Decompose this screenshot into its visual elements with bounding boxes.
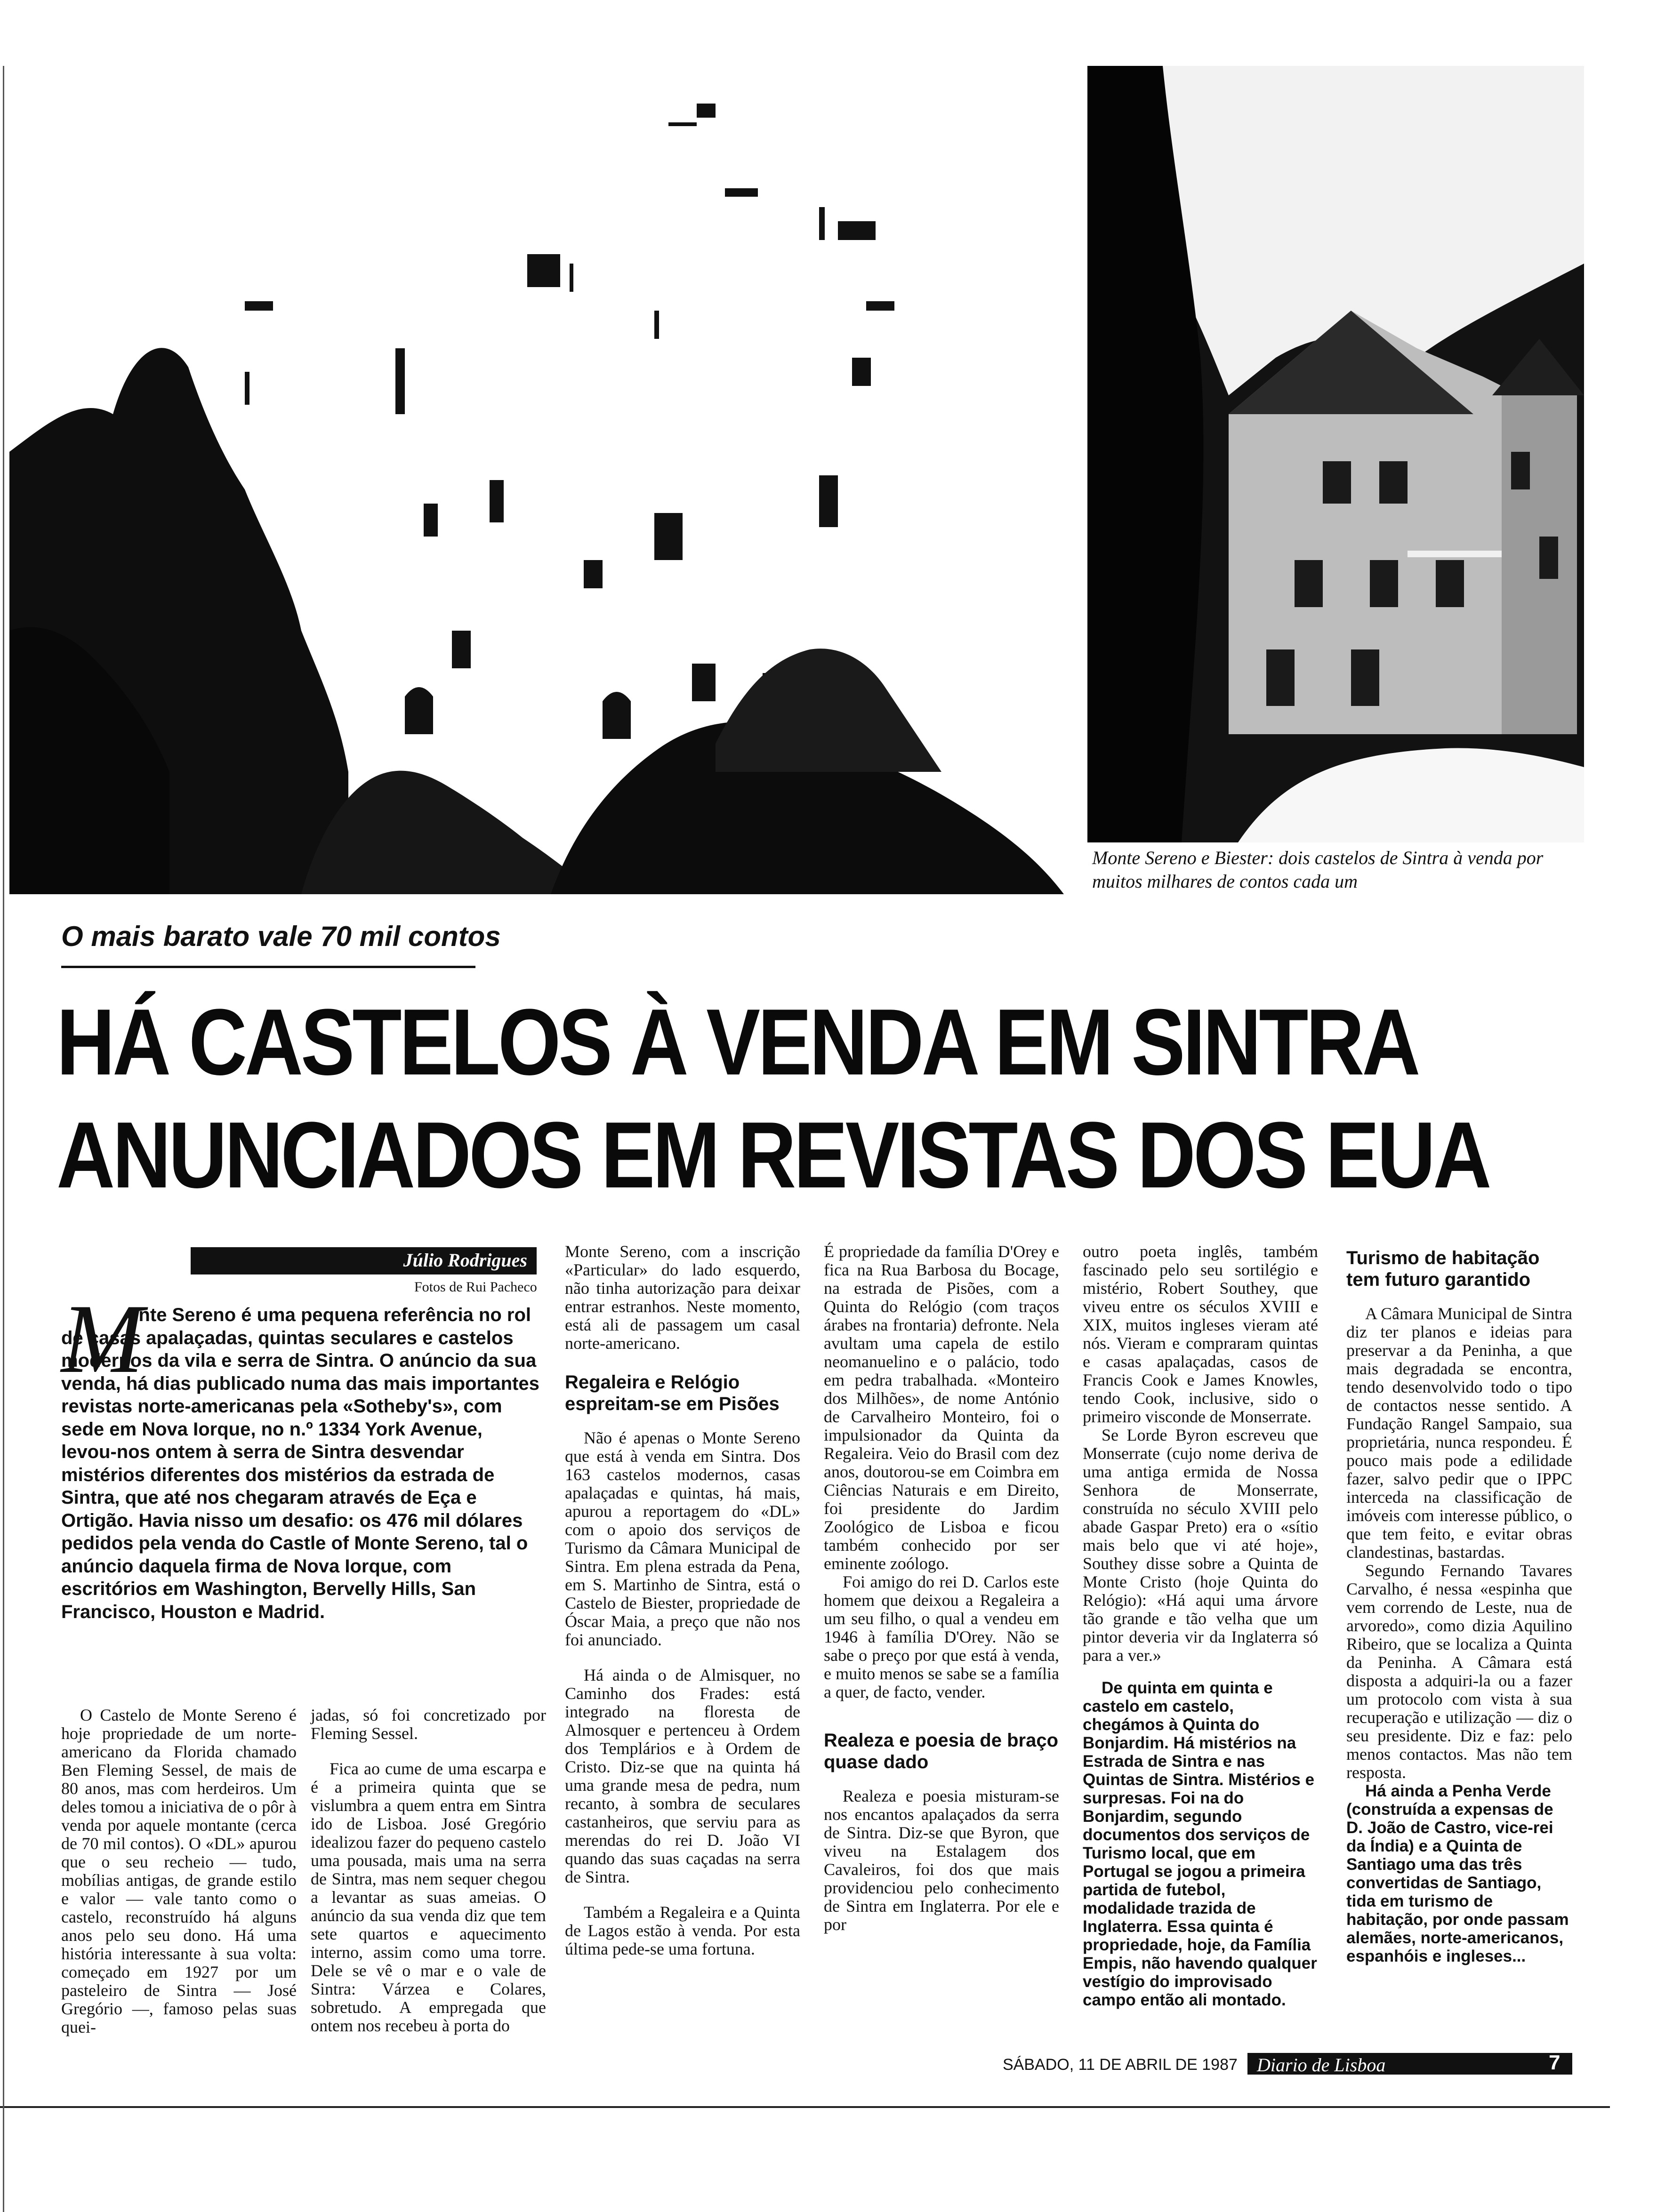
- col3-paragraph-1: Monte Sereno, com a inscrição «Particular» do lado esquerdo, não tinha autorização para deixar entrar estranhos. Neste momento, está ali de passagem um casal norte-americano.: [565, 1242, 800, 1353]
- column-5: [1083, 1242, 1318, 2009]
- headline-line-1: HÁ CASTELOS À VENDA EM SINTRA: [56, 990, 1418, 1095]
- lead-paragraph: onte Sereno é uma pequena referência no rol de casas apalaçadas, quintas seculares e castelos modernos da vila e serra de Sintra. O anúncio da sua venda, há dias publicado numa das mais importantes revistas norte-americanas pela «Sotheby's», com sede em Nova Iorque, no n.º 1334 York Avenue, levou-nos ontem à serra de Sintra desvendar mistérios diferentes dos mistérios da estrada de Sintra, que até nos chegaram através de Eça e Ortigão. Havia nisso um desafio: os 476 mil dólares pedidos pela venda do Castle of Monte Sereno, tal o anúncio daquela firma de Nova Iorque, com escritórios em Washington, Bervelly Hills, San Francisco, Houston e Madrid.: [61, 1305, 539, 1622]
- col1-paragraph: O Castelo de Monte Sereno é hoje propriedade de um norte-americano da Florida chamado Ben Fleming Sessel, de mais de 80 anos, mas com herdeiros. Um deles tomou a iniciativa de o pôr à venda por aquele montante (cerca de 70 mil contos). O «DL» apurou que o seu recheio — tudo, mobílias antigas, de grande estilo e valor — vale tanto como o castelo, reconstruído há alguns anos pelo seu dono. Há uma história interessante à sua volta: começado em 1927 por um pasteleiro de Sintra — José Gregório —, famoso pelas suas quei-: [61, 1706, 297, 2036]
- byline-bar: [191, 1247, 537, 1274]
- column-3: [565, 1242, 800, 1958]
- photo-credit: Fotos de Rui Pacheco: [414, 1279, 537, 1295]
- col6-subhead: Turismo de habitação tem futuro garantido: [1346, 1248, 1540, 1290]
- col5-paragraph-2: Se Lorde Byron escreveu que Monserrate (cujo nome deriva de uma antiga ermida de Nossa Senhora de Monserrate, construída no século XVIII pelo abade Gaspar Preto) era o «sítio mais belo que vi até hoje», Southey disse sobre a Quinta de Monte Cristo (hoje Quinta do Relógio): «Há aqui uma árvore tão grande e tão velha que um pintor deveria vir da Inglaterra só para a ver.»: [1083, 1426, 1318, 1665]
- bottom-rule: [0, 2106, 1610, 2108]
- col4-subhead: Realeza e poesia de braço quase dado: [824, 1730, 1059, 1772]
- column-4: [824, 1242, 1059, 1934]
- kicker: O mais barato vale 70 mil contos: [61, 921, 501, 952]
- col2-paragraph-2: Fica ao cume de uma escarpa e é a primeira quinta que se vislumbra a quem entra em Sintra ido de Lisboa. José Gregório idealizou fazer do pequeno castelo uma pousada, mais uma na serra de Sintra, mas nem sequer chegou a levantar as suas ameias. O anúncio da sua venda diz que tem sete quartos e aquecimento interno, assim como uma torre. Dele se vê o mar e o vale de Sintra: Várzea e Colares, sobretudo. A empregada que ontem nos recebeu à porta do: [311, 1759, 546, 2035]
- col6-paragraph-1: A Câmara Municipal de Sintra diz ter planos e ideias para preservar a da Peninha, a que mais degradada se encontra, tendo desenvolvido todo o tipo de contactos nesse sentido. A Fundação Rangel Sampaio, sua proprietária, nunca respondeu. É pouco mais pode a edilidade fazer, salvo pedir que o IPPC interceda na classificação de imóveis com interesse público, o que tem feito, e evitar obras clandestinas, bastardas.: [1346, 1304, 1572, 1562]
- col3-paragraph-4: Também a Regaleira e a Quinta de Lagos estão à venda. Por esta última pede-se uma fortuna.: [565, 1903, 800, 1958]
- col3-paragraph-3: Há ainda o de Almisquer, no Caminho dos Frades: está integrado na floresta de Almosquer e pertenceu à Ordem dos Templários e à Ordem de Cristo. Diz-se que na quinta há uma grande mesa de pedra, num recanto, à sombra de seculares castanheiros, que serviu para as merendas do rei D. João VI quando das suas caçadas na serra de Sintra.: [565, 1666, 800, 1886]
- footer-masthead: Diario de Lisboa: [1257, 2054, 1386, 2076]
- col4-paragraph-1: É propriedade da família D'Orey e fica na Rua Barbosa du Bocage, na estrada de Pisões, com a Quinta do Relógio (com traços árabes na frontaria) defronte. Nela avultam uma capela de estilo neomanuelino e o palácio, todo em pedra trabalhada. «Monteiro dos Milhões», de nome António de Carvalheiro Monteiro, foi o impulsionador da Quinta da Regaleira. Veio do Brasil com dez anos, doutorou-se em Coimbra em Ciências Naturais e em Direito, foi presidente do Jardim Zoológico de Lisboa e ficou também conhecido por ser eminente zoólogo.: [824, 1242, 1059, 1573]
- column-6: [1346, 1242, 1572, 1965]
- col2-paragraph-1: jadas, só foi concretizado por Fleming Sessel.: [311, 1706, 546, 1743]
- column-1: [61, 1706, 297, 2036]
- drop-cap: M: [61, 1284, 144, 1394]
- monte-sereno-photo: [9, 66, 1064, 894]
- col5-paragraph-3: De quinta em quinta e castelo em castelo, chegámos à Quinta do Bonjardim. Há mistérios na Estrada de Sintra e nas Quintas de Sintra. Mistérios e surpresas. Foi na do Bonjardim, segundo documentos dos serviços de Turismo local, que em Portugal se jogou a primeira partida de futebol, modalidade trazida de Inglaterra. Essa quinta é propriedade, hoje, da Família Empis, não havendo qualquer vestígio do improvisado campo então ali montado.: [1083, 1679, 1317, 2009]
- left-edge-rule: [3, 66, 4, 2212]
- column-2: [311, 1706, 546, 2035]
- col3-subhead: Regaleira e Relógio espreitam-se em Pisões: [565, 1372, 780, 1414]
- biester-photo: [1087, 66, 1584, 842]
- col6-paragraph-2: Segundo Fernando Tavares Carvalho, é nessa «espinha que vem correndo de Leste, nua de arvoredo», como dizia Aquilino Ribeiro, que se localiza a Quinta da Peninha. A Câmara está disposta a adquiri-la ou a fazer um protocolo com vista à sua recuperação e utilização — diz o seu presidente. Diz e faz: pelo menos contactos. Mas não tem resposta.: [1346, 1561, 1572, 1782]
- col3-paragraph-2: Não é apenas o Monte Sereno que está à venda em Sintra. Dos 163 castelos modernos, casas apalaçadas e quintas, há mais, apurou a reportagem do «DL» com o apoio dos serviços de Turismo da Câmara Municipal de Sintra. Em plena estrada da Pena, em S. Martinho de Sintra, está o Castelo de Biester, propriedade de Óscar Maia, a preço que não nos foi anunciado.: [565, 1428, 800, 1649]
- col6-paragraph-3: Há ainda a Penha Verde (construída a expensas de D. João de Castro, vice-rei da Índia) e a Quinta de Santiago uma das três convertidas de Santiago, tida em turismo de habitação, por onde passam alemães, norte-americanos, espanhóis e ingleses...: [1346, 1782, 1569, 1965]
- col5-paragraph-1: outro poeta inglês, também fascinado pelo seu sortilégio e mistério, Robert Southey, que viveu entre os séculos XVIII e XIX, muitos ingleses vieram até nós. Vieram e compraram quintas e casas apalaçadas, casos de Francis Cook e James Knowles, tendo Cook, inclusive, sido o primeiro visconde de Monserrate.: [1083, 1242, 1318, 1426]
- photo-caption: Monte Sereno e Biester: dois castelos de Sintra à venda por muitos milhares de contos cada um: [1092, 847, 1544, 892]
- headline-line-2: ANUNCIADOS EM REVISTAS DOS EUA: [56, 1103, 1489, 1208]
- page-number: 7: [1549, 2051, 1560, 2074]
- col4-paragraph-2: Foi amigo do rei D. Carlos este homem que deixou a Regaleira a um seu filho, o qual a vendeu em 1946 à família D'Orey. Não se sabe o preço por que está à venda, e muito menos se sabe se a família a quer, de facto, vender.: [824, 1572, 1059, 1701]
- col4-paragraph-3: Realeza e poesia misturam-se nos encantos apalaçados da serra de Sintra. Diz-se que Byron, que viveu na Estalagem dos Cavaleiros, foi dos que mais providenciou pelo conhecimento de Sintra em Inglaterra. Por ele e por: [824, 1787, 1059, 1934]
- footer-date: SÁBADO, 11 DE ABRIL DE 1987: [1003, 2056, 1238, 2074]
- kicker-rule: [61, 966, 475, 968]
- byline: Júlio Rodrigues: [403, 1250, 527, 1271]
